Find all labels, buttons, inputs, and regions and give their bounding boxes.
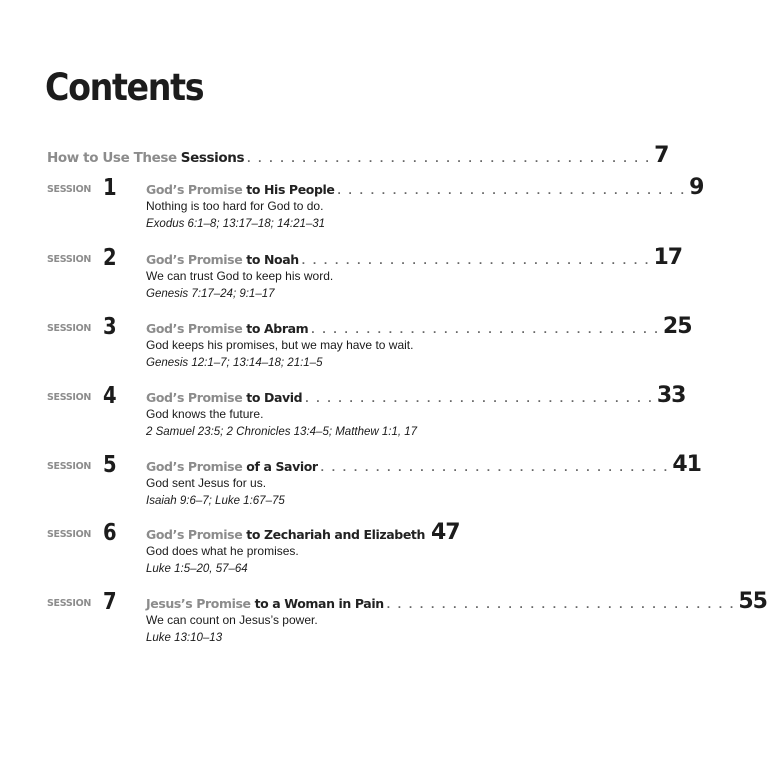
scripture-reference: Luke 13:10–13: [146, 632, 223, 644]
toc-entry-session-5[interactable]: [47, 452, 701, 524]
scripture-reference: Genesis 7:17–24; 9:1–17: [146, 288, 275, 300]
session-label: SESSION: [47, 184, 92, 195]
dot-leader: . . . . . . . . . . . . . . . . . . . . . . . . . . . . . . . .: [301, 253, 651, 267]
session-title-lead: God’s Promise: [146, 459, 243, 474]
session-heading: [146, 383, 686, 408]
session-description: We can trust God to keep his word.: [146, 269, 334, 283]
session-title: of a Savior: [246, 459, 318, 474]
session-number: 4: [103, 383, 117, 409]
session-title: to Noah: [246, 252, 299, 267]
page-number: 33: [656, 383, 686, 408]
toc-entry-session-4[interactable]: [47, 383, 686, 455]
dot-leader: . . . . . . . . . . . . . . . . . . . . . . . . . . . . . . . . . . . . .: [247, 151, 652, 165]
toc-entry-session-7[interactable]: [47, 589, 767, 661]
session-title-lead: God’s Promise: [146, 527, 243, 542]
page-number: 41: [672, 452, 701, 477]
toc-entry-intro[interactable]: [47, 143, 669, 168]
session-label: SESSION: [47, 392, 92, 403]
session-description: Nothing is too hard for God to do.: [146, 199, 324, 213]
session-number: 1: [103, 175, 117, 201]
session-title: to Abram: [246, 321, 309, 336]
session-title-lead: God’s Promise: [146, 321, 243, 336]
page-number: 17: [653, 245, 683, 270]
session-label: SESSION: [47, 461, 92, 472]
scripture-reference: Exodus 6:1–8; 13:17–18; 14:21–31: [146, 218, 326, 230]
session-heading: [146, 452, 701, 477]
session-heading: [146, 589, 767, 614]
dot-leader: . . . . . . . . . . . . . . . . . . . . . . . . . . . . . . . .: [386, 597, 736, 611]
session-description: God knows the future.: [146, 407, 264, 421]
toc-entry-session-6[interactable]: [47, 520, 460, 592]
session-title-lead: God’s Promise: [146, 390, 243, 405]
session-label: SESSION: [47, 598, 92, 609]
page-title: Contents: [45, 66, 204, 109]
dot-leader: . . . . . . . . . . . . . . . . . . . . . . . . . . . . . . . .: [320, 460, 670, 474]
dot-leader: . . . . . . . . . . . . . . . . . . . . . . . . . . . . . . . .: [311, 322, 660, 336]
page-number: 47: [430, 520, 460, 545]
toc-entry-session-2[interactable]: [47, 245, 683, 317]
session-title: to Zechariah and Elizabeth: [246, 527, 425, 542]
session-label: SESSION: [47, 323, 92, 334]
session-label: SESSION: [47, 254, 92, 265]
dot-leader: . . . . . . . . . . . . . . . . . . . . . . . . . . . . . . . .: [337, 183, 687, 197]
scripture-reference: Luke 1:5–20, 57–64: [146, 563, 248, 575]
session-title: to His People: [246, 182, 335, 197]
intro-lead: How to Use These: [47, 150, 177, 166]
session-number: 5: [103, 452, 117, 478]
session-description: We can count on Jesus’s power.: [146, 613, 318, 627]
toc-entry-session-1[interactable]: [47, 175, 704, 247]
session-heading: [146, 314, 692, 339]
toc-entry-session-3[interactable]: [47, 314, 692, 386]
session-heading: [146, 175, 704, 200]
page-number: 25: [662, 314, 692, 339]
session-title: to a Woman in Pain: [254, 596, 384, 611]
session-label: SESSION: [47, 529, 92, 540]
session-title-lead: God’s Promise: [146, 182, 243, 197]
dot-leader: . . . . . . . . . . . . . . . . . . . . . . . . . . . . . . . .: [305, 391, 654, 405]
scripture-reference: Genesis 12:1–7; 13:14–18; 21:1–5: [146, 357, 323, 369]
scripture-reference: Isaiah 9:6–7; Luke 1:67–75: [146, 495, 285, 507]
session-title-lead: God’s Promise: [146, 252, 243, 267]
session-title-lead: Jesus’s Promise: [146, 596, 251, 611]
session-description: God sent Jesus for us.: [146, 476, 267, 490]
page-number: 9: [689, 175, 704, 200]
session-heading: [146, 245, 683, 270]
session-description: God keeps his promises, but we may have to wait.: [146, 338, 414, 352]
session-title: to David: [246, 390, 303, 405]
session-heading: [146, 520, 460, 545]
session-number: 3: [103, 314, 117, 340]
session-description: God does what he promises.: [146, 544, 299, 558]
page-number: 55: [738, 589, 767, 614]
session-number: 6: [103, 520, 117, 546]
session-number: 2: [103, 245, 117, 271]
page-number: 7: [654, 143, 669, 168]
scripture-reference: 2 Samuel 23:5; 2 Chronicles 13:4–5; Matthew 1:1, 17: [146, 426, 418, 438]
session-number: 7: [103, 589, 117, 615]
intro-title: Sessions: [180, 150, 245, 166]
